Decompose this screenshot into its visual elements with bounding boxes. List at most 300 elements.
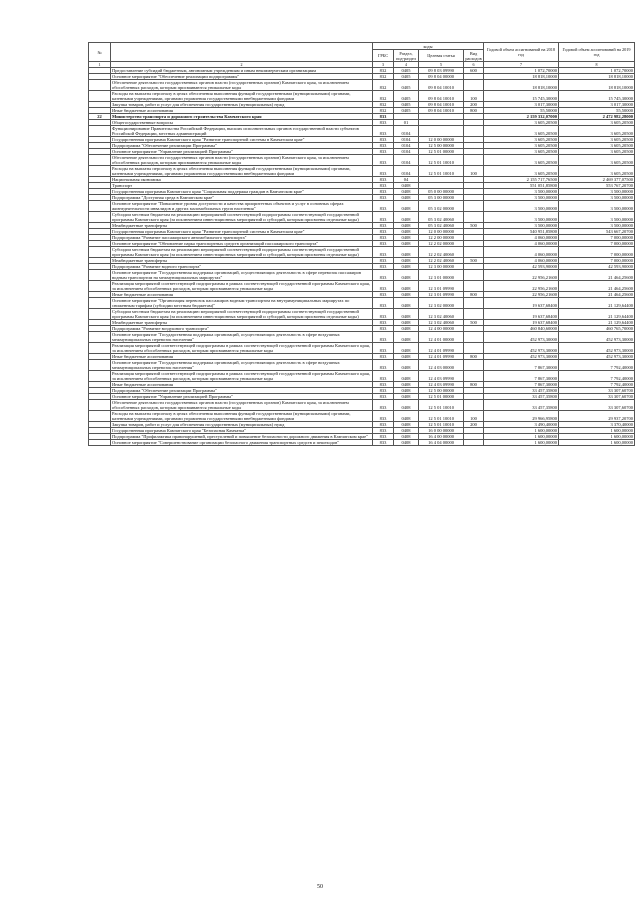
- row-target-article: 12 5 01 10010: [419, 411, 464, 422]
- row-amount-2019: 15 745,30000: [559, 91, 635, 102]
- row-number: [89, 166, 111, 177]
- row-razdel: 0408: [394, 371, 419, 382]
- row-amount-2019: 18 818,10000: [559, 74, 635, 80]
- row-expense-type: 200: [464, 102, 484, 108]
- row-name: Обеспечение деятельности государственных органов власти (государственных органов) Камчатского края, за исключением обособленных расходов, которым присваиваются уникальные коды: [111, 155, 373, 166]
- table-row: [89, 270, 635, 281]
- row-amount-2018: 551 051,85800: [484, 183, 559, 189]
- row-grbs: 832: [373, 91, 394, 102]
- row-grbs: 833: [373, 137, 394, 143]
- row-number: [89, 247, 111, 258]
- row-amount-2019: 553 767,20700: [559, 183, 635, 189]
- row-target-article: 12 3 00 00000: [419, 264, 464, 270]
- row-expense-type: [464, 400, 484, 411]
- row-grbs: 833: [373, 332, 394, 343]
- row-grbs: 833: [373, 126, 394, 137]
- row-grbs: 833: [373, 247, 394, 258]
- row-expense-type: 100: [464, 166, 484, 177]
- table-row: [89, 281, 635, 292]
- row-expense-type: [464, 201, 484, 212]
- row-amount-2018: 1 600,00000: [484, 440, 559, 446]
- table-row: [89, 343, 635, 354]
- row-grbs: 833: [373, 120, 394, 126]
- row-razdel: 0408: [394, 270, 419, 281]
- row-grbs: 833: [373, 298, 394, 309]
- row-expense-type: 500: [464, 223, 484, 229]
- row-target-article: 05 3 02 40060: [419, 212, 464, 223]
- row-amount-2019: 7 000,00000: [559, 258, 635, 264]
- row-target-article: 09 8 04 00000: [419, 74, 464, 80]
- row-amount-2018: 19 637,68400: [484, 298, 559, 309]
- row-razdel: 0104: [394, 137, 419, 143]
- row-target-article: 09 8 04 10010: [419, 80, 464, 91]
- row-target-article: 12 5 01 10010: [419, 400, 464, 411]
- row-amount-2018: 42 593,90000: [484, 264, 559, 270]
- row-target-article: 12 3 02 40060: [419, 309, 464, 320]
- row-amount-2018: 3 605,20500: [484, 143, 559, 149]
- index-cell: 8: [559, 62, 635, 68]
- row-grbs: 833: [373, 400, 394, 411]
- row-target-article: 16 4 04 00000: [419, 440, 464, 446]
- row-amount-2019: 21 129,64400: [559, 298, 635, 309]
- row-name: Подпрограмма "Обеспечение реализации Программы": [111, 143, 373, 149]
- row-target-article: 12 3 02 40060: [419, 320, 464, 326]
- row-amount-2018: 4 060,00000: [484, 247, 559, 258]
- row-number: [89, 281, 111, 292]
- row-grbs: 833: [373, 264, 394, 270]
- row-grbs: 832: [373, 102, 394, 108]
- row-amount-2018: 3 605,20500: [484, 149, 559, 155]
- row-razdel: 0408: [394, 394, 419, 400]
- row-amount-2018: 22 956,21600: [484, 281, 559, 292]
- row-grbs: 833: [373, 155, 394, 166]
- row-grbs: 833: [373, 309, 394, 320]
- row-name: Подпрограмма "Доступная среда в Камчатском крае": [111, 195, 373, 201]
- row-amount-2018: 3 605,20500: [484, 166, 559, 177]
- row-razdel: 0408: [394, 428, 419, 434]
- row-number: [89, 440, 111, 446]
- row-grbs: 833: [373, 320, 394, 326]
- row-amount-2019: 1 072,70000: [559, 68, 635, 74]
- row-amount-2019: 452 973,30000: [559, 354, 635, 360]
- table-row: [89, 91, 635, 102]
- row-name: Транспорт: [111, 183, 373, 189]
- row-name: Расходы на выплаты персоналу в целях обеспечения выполнения функций государственными (муниципальными) органами, казенными учреждениями, органами управления государственными внебюджетными фондами: [111, 411, 373, 422]
- row-amount-2018: 1 600,00000: [484, 428, 559, 434]
- row-razdel: 0408: [394, 258, 419, 264]
- row-amount-2019: 3 500,00000: [559, 195, 635, 201]
- row-grbs: 833: [373, 258, 394, 264]
- row-amount-2019: 21 464,25600: [559, 292, 635, 298]
- row-grbs: 833: [373, 343, 394, 354]
- row-name: Национальная экономика: [111, 177, 373, 183]
- row-expense-type: 800: [464, 292, 484, 298]
- table-row: [89, 371, 635, 382]
- row-name: Иные бюджетные ассигнования: [111, 108, 373, 114]
- index-cell: 3: [373, 62, 394, 68]
- row-target-article: 12 4 03 09990: [419, 382, 464, 388]
- row-grbs: 833: [373, 241, 394, 247]
- row-number: [89, 201, 111, 212]
- row-amount-2018: 452 973,30000: [484, 332, 559, 343]
- row-target-article: 12 3 02 00000: [419, 298, 464, 309]
- row-grbs: 833: [373, 270, 394, 281]
- row-expense-type: 800: [464, 382, 484, 388]
- row-grbs: 833: [373, 166, 394, 177]
- row-razdel: 0408: [394, 183, 419, 189]
- row-amount-2019: 3 017,30000: [559, 102, 635, 108]
- row-target-article: 12 2 02 40060: [419, 258, 464, 264]
- row-amount-2019: 29 937,20700: [559, 411, 635, 422]
- row-amount-2018: 3 500,00000: [484, 189, 559, 195]
- row-razdel: 0408: [394, 247, 419, 258]
- table-header: [89, 43, 635, 68]
- row-target-article: 09 8 03 09990: [419, 68, 464, 74]
- row-razdel: 0408: [394, 343, 419, 354]
- row-amount-2018: 452 973,30000: [484, 343, 559, 354]
- row-target-article: 12 5 01 00000: [419, 149, 464, 155]
- row-target-article: 12 2 00 00000: [419, 235, 464, 241]
- row-razdel: 0408: [394, 411, 419, 422]
- row-grbs: 833: [373, 223, 394, 229]
- row-number: [89, 80, 111, 91]
- row-target-article: 12 4 01 09990: [419, 343, 464, 354]
- row-grbs: 833: [373, 326, 394, 332]
- row-target-article: 12 4 01 09990: [419, 354, 464, 360]
- row-amount-2019: 21 129,64400: [559, 309, 635, 320]
- row-amount-2019: 7 792,40000: [559, 382, 635, 388]
- row-expense-type: [464, 281, 484, 292]
- table-row: [89, 80, 635, 91]
- row-expense-type: [464, 360, 484, 371]
- row-razdel: 0104: [394, 155, 419, 166]
- row-razdel: 0408: [394, 326, 419, 332]
- row-name: Расходы на выплаты персоналу в целях обеспечения выполнения функций государственными (муниципальными) органами, казенными учреждениями, органами управления государственными внебюджетными фондами: [111, 91, 373, 102]
- row-expense-type: 500: [464, 258, 484, 264]
- row-amount-2019: 2 472 982,28000: [559, 114, 635, 120]
- row-expense-type: [464, 212, 484, 223]
- row-amount-2018: 1 600,00000: [484, 434, 559, 440]
- row-expense-type: [464, 126, 484, 137]
- row-amount-2018: 55,50000: [484, 108, 559, 114]
- row-amount-2018: 15 745,30000: [484, 91, 559, 102]
- row-amount-2018: 1 072,70000: [484, 68, 559, 74]
- row-amount-2019: 1 600,00000: [559, 434, 635, 440]
- header-codes: коды: [373, 43, 484, 50]
- row-amount-2018: 22 956,21600: [484, 270, 559, 281]
- row-amount-2018: 3 500,00000: [484, 212, 559, 223]
- row-grbs: 833: [373, 235, 394, 241]
- table-row: [89, 247, 635, 258]
- row-grbs: 833: [373, 428, 394, 434]
- row-amount-2019: 21 464,25600: [559, 281, 635, 292]
- row-target-article: 12 5 01 10010: [419, 422, 464, 428]
- row-number: 22: [89, 114, 111, 120]
- row-expense-type: 100: [464, 411, 484, 422]
- row-expense-type: 100: [464, 91, 484, 102]
- row-razdel: 0408: [394, 360, 419, 371]
- table-row: [89, 411, 635, 422]
- row-grbs: 833: [373, 434, 394, 440]
- row-grbs: 833: [373, 143, 394, 149]
- row-number: [89, 371, 111, 382]
- table-row: [89, 360, 635, 371]
- header-vr: Вид расходов: [465, 50, 482, 61]
- row-target-article: 12 0 00 00000: [419, 229, 464, 235]
- index-cell: 4: [394, 62, 419, 68]
- row-name: Основное мероприятие "Совершенствование организации безопасного движения транспортных средств и пешеходов": [111, 440, 373, 446]
- row-amount-2019: 33 307,60700: [559, 394, 635, 400]
- row-amount-2018: 2 159 332,07000: [484, 114, 559, 120]
- row-target-article: 12 2 02 40060: [419, 247, 464, 258]
- row-amount-2018: 29 966,95800: [484, 411, 559, 422]
- row-razdel: 0408: [394, 201, 419, 212]
- row-grbs: 833: [373, 189, 394, 195]
- row-name: Основное мероприятие "Государственная поддержка организаций, осуществляющих деятельность в сфере воздушных межмуниципальных перевозок населения": [111, 360, 373, 371]
- row-amount-2018: 7 867,30000: [484, 360, 559, 371]
- row-name: Субсидии местным бюджетам на реализацию мероприятий соответствующей подпрограммы соответствующей государственной программы Камчатского края (за исключением инвестиционных мероприятий и субсидий, которым присвоены отдельные коды): [111, 212, 373, 223]
- row-number: [89, 298, 111, 309]
- row-amount-2019: 3 605,20500: [559, 126, 635, 137]
- row-amount-2019: 3 605,20500: [559, 120, 635, 126]
- row-amount-2018: 460 840,60000: [484, 326, 559, 332]
- table-row: [89, 298, 635, 309]
- header-num: №: [89, 43, 111, 62]
- row-amount-2019: 3 605,20500: [559, 149, 635, 155]
- row-razdel: 0408: [394, 241, 419, 247]
- row-razdel: 01: [394, 120, 419, 126]
- row-grbs: 832: [373, 74, 394, 80]
- row-expense-type: [464, 371, 484, 382]
- row-grbs: 833: [373, 183, 394, 189]
- row-amount-2018: 4 060,00000: [484, 258, 559, 264]
- row-amount-2019: 1 600,00000: [559, 440, 635, 446]
- row-name: Субсидии местным бюджетам на реализацию мероприятий соответствующей подпрограммы соответствующей государственной программы Камчатского края (за исключением инвестиционных мероприятий и субсидий, которым присвоены отдельные коды): [111, 247, 373, 258]
- row-amount-2019: 21 464,25600: [559, 270, 635, 281]
- row-grbs: 833: [373, 371, 394, 382]
- row-razdel: 0408: [394, 292, 419, 298]
- budget-table: [88, 42, 635, 446]
- row-amount-2019: 55,50000: [559, 108, 635, 114]
- header-2018: Годовой объем ассигнований на 2018 год: [484, 43, 559, 62]
- row-amount-2018: 22 956,21600: [484, 292, 559, 298]
- table-row: [89, 201, 635, 212]
- row-expense-type: [464, 270, 484, 281]
- row-number: [89, 155, 111, 166]
- row-razdel: 0408: [394, 320, 419, 326]
- row-razdel: 0405: [394, 68, 419, 74]
- row-amount-2019: 7 000,00000: [559, 247, 635, 258]
- row-amount-2019: 18 818,10000: [559, 80, 635, 91]
- row-expense-type: [464, 298, 484, 309]
- row-target-article: 05 3 02 00000: [419, 201, 464, 212]
- header-2019: Годовой объем ассигнований на 2019 год: [559, 43, 635, 62]
- row-razdel: 0104: [394, 149, 419, 155]
- row-grbs: 833: [373, 394, 394, 400]
- row-amount-2018: 3 500,00000: [484, 223, 559, 229]
- row-razdel: 0408: [394, 422, 419, 428]
- row-grbs: 833: [373, 388, 394, 394]
- row-target-article: 09 8 04 10010: [419, 108, 464, 114]
- row-razdel: 0408: [394, 298, 419, 309]
- row-grbs: 832: [373, 108, 394, 114]
- row-amount-2018: 3 605,20500: [484, 126, 559, 137]
- row-target-article: 12 5 01 00000: [419, 394, 464, 400]
- row-name: Государственная программа Камчатского края "Безопасная Камчатка": [111, 428, 373, 434]
- row-target-article: 16 4 00 00000: [419, 434, 464, 440]
- row-razdel: 0408: [394, 332, 419, 343]
- row-amount-2019: 33 307,60700: [559, 400, 635, 411]
- row-grbs: 833: [373, 411, 394, 422]
- row-razdel: 04: [394, 177, 419, 183]
- row-razdel: 0408: [394, 382, 419, 388]
- row-target-article: 12 5 01 10010: [419, 155, 464, 166]
- row-name: Расходы на выплаты персоналу в целях обеспечения выполнения функций государственными (муниципальными) органами, казенными учреждениями, органами управления государственными внебюджетными фондами: [111, 166, 373, 177]
- row-grbs: 833: [373, 177, 394, 183]
- row-amount-2019: 7 792,40000: [559, 360, 635, 371]
- row-amount-2019: 3 605,20500: [559, 166, 635, 177]
- row-name: Основное мероприятие "Обеспечение реализации подпрограммы": [111, 74, 373, 80]
- row-name: Основное мероприятие "Государственная поддержка организаций, осуществляющих деятельность в сфере воздушных межмуниципальных перевозок населения": [111, 332, 373, 343]
- row-target-article: 12 2 02 00000: [419, 241, 464, 247]
- row-name: Подпрограмма "Профилактика правонарушений, преступлений и повышение безопасности дорожного движения в Камчатском крае": [111, 434, 373, 440]
- row-amount-2018: 7 867,30000: [484, 382, 559, 388]
- row-razdel: 0408: [394, 281, 419, 292]
- row-expense-type: [464, 332, 484, 343]
- row-razdel: 0408: [394, 354, 419, 360]
- row-target-article: [419, 126, 464, 137]
- table-row: [89, 166, 635, 177]
- row-amount-2018: 3 500,00000: [484, 195, 559, 201]
- row-amount-2018: 33 457,35800: [484, 388, 559, 394]
- table-row: [89, 212, 635, 223]
- row-razdel: 0408: [394, 223, 419, 229]
- row-razdel: 0408: [394, 434, 419, 440]
- row-grbs: 833: [373, 201, 394, 212]
- row-amount-2019: 3 605,20500: [559, 155, 635, 166]
- row-amount-2019: 2 469 377,07500: [559, 177, 635, 183]
- budget-table-sheet: [88, 42, 634, 446]
- row-name: Подпрограмма "Развитие пассажирского автомобильного транспорта": [111, 235, 373, 241]
- row-number: [89, 332, 111, 343]
- row-number: [89, 309, 111, 320]
- row-razdel: 0408: [394, 388, 419, 394]
- row-name: Общегосударственные вопросы: [111, 120, 373, 126]
- row-target-article: 12 0 00 00000: [419, 137, 464, 143]
- row-grbs: 833: [373, 292, 394, 298]
- index-cell: 6: [464, 62, 484, 68]
- row-amount-2019: 3 500,00000: [559, 223, 635, 229]
- row-target-article: 12 3 01 09990: [419, 292, 464, 298]
- row-name: Иные бюджетные ассигнования: [111, 292, 373, 298]
- row-number: [89, 212, 111, 223]
- table-body: [89, 68, 635, 446]
- row-name: Функционирование Правительства Российской Федерации, высших исполнительных органов государственной власти субъектов Российской Федерации, местных администраций: [111, 126, 373, 137]
- row-name: Предоставление субсидий бюджетным, автономным учреждениям и иным некоммерческим организациям: [111, 68, 373, 74]
- table-row: [89, 434, 635, 440]
- row-target-article: 12 3 01 00000: [419, 270, 464, 281]
- row-name: Государственная программа Камчатского края "Развитие транспортной системы в Камчатском крае": [111, 137, 373, 143]
- table-row: [89, 440, 635, 446]
- row-target-article: 05 3 00 00000: [419, 195, 464, 201]
- row-number: [89, 91, 111, 102]
- row-target-article: 12 4 03 00000: [419, 360, 464, 371]
- row-grbs: 833: [373, 360, 394, 371]
- row-number: [89, 270, 111, 281]
- row-amount-2019: 3 500,00000: [559, 201, 635, 212]
- row-name: Министерство транспорта и дорожного строительства Камчатского края: [111, 114, 373, 120]
- table-row: [89, 400, 635, 411]
- row-name: Государственная программа Камчатского края "Развитие транспортной системы в Камчатском крае": [111, 229, 373, 235]
- row-expense-type: [464, 343, 484, 354]
- row-name: Реализация мероприятий соответствующей подпрограммы в рамках соответствующей государственной программы Камчатского края, за исключением обособленных расходов, которым присваиваются уникальные коды: [111, 343, 373, 354]
- row-grbs: 833: [373, 212, 394, 223]
- row-razdel: 0408: [394, 264, 419, 270]
- row-target-article: 05 3 02 40060: [419, 223, 464, 229]
- row-amount-2019: 543 667,20700: [559, 229, 635, 235]
- row-target-article: 05 0 00 00000: [419, 189, 464, 195]
- row-amount-2018: 540 951,85800: [484, 229, 559, 235]
- row-name: Государственная программа Камчатского края "Социальная поддержка граждан в Камчатском крае": [111, 189, 373, 195]
- row-grbs: 833: [373, 382, 394, 388]
- row-name: Подпрограмма "Развитие воздушного транспорта": [111, 326, 373, 332]
- row-target-article: 12 5 00 00000: [419, 388, 464, 394]
- row-target-article: 12 5 00 00000: [419, 143, 464, 149]
- row-target-article: 12 5 01 10010: [419, 166, 464, 177]
- row-grbs: 832: [373, 68, 394, 74]
- row-name: Основное мероприятие "Управление реализацией Программы": [111, 394, 373, 400]
- row-target-article: 12 4 01 00000: [419, 332, 464, 343]
- index-cell: 7: [484, 62, 559, 68]
- row-amount-2018: 3 605,20500: [484, 155, 559, 166]
- row-name: Субсидии местным бюджетам на реализацию мероприятий соответствующей подпрограммы соответствующей государственной программы Камчатского края (за исключением инвестиционных мероприятий и субсидий, которым присвоены отдельные коды): [111, 309, 373, 320]
- row-grbs: 832: [373, 80, 394, 91]
- row-target-article: 12 4 03 09990: [419, 371, 464, 382]
- row-target-article: 09 8 04 10010: [419, 91, 464, 102]
- row-name: Основное мероприятие "Организация перевозок пассажиров водным транспортом на внутримуниципальных маршрутах по сниженным тарифам (субсидии местным бюджетам)": [111, 298, 373, 309]
- row-name: Обеспечение деятельности государственных органов власти (государственных органов) Камчатского края, за исключением обособленных расходов, которым присваиваются уникальные коды: [111, 400, 373, 411]
- row-amount-2018: 3 605,20500: [484, 137, 559, 143]
- row-amount-2018: 4 060,00000: [484, 241, 559, 247]
- row-name: Иные бюджетные ассигнования: [111, 354, 373, 360]
- row-razdel: 0405: [394, 91, 419, 102]
- row-expense-type: [464, 440, 484, 446]
- row-grbs: 833: [373, 149, 394, 155]
- header-razdel: Раздел, под-раздел: [394, 50, 419, 62]
- row-amount-2019: 3 500,00000: [559, 189, 635, 195]
- row-amount-2019: 7 000,00000: [559, 241, 635, 247]
- header-grbs: ГРБС: [373, 50, 394, 62]
- index-cell: 2: [111, 62, 373, 68]
- row-amount-2019: 3 605,20500: [559, 143, 635, 149]
- row-razdel: 0408: [394, 229, 419, 235]
- row-name: Межбюджетные трансферты: [111, 258, 373, 264]
- row-expense-type: [464, 247, 484, 258]
- page-number: 50: [317, 884, 323, 890]
- row-razdel: 0408: [394, 440, 419, 446]
- row-name: Подпрограмма "Развитие водного транспорта": [111, 264, 373, 270]
- row-expense-type: 500: [464, 320, 484, 326]
- row-target-article: 12 4 00 00000: [419, 326, 464, 332]
- row-number: [89, 400, 111, 411]
- index-cell: 5: [419, 62, 464, 68]
- row-amount-2019: 33 307,60700: [559, 388, 635, 394]
- row-name: Основное мероприятие "Управление реализацией Программы": [111, 149, 373, 155]
- row-razdel: 0405: [394, 102, 419, 108]
- row-name: Закупка товаров, работ и услуг для обеспечения государственных (муниципальных) нужд: [111, 422, 373, 428]
- row-target-article: 12 3 01 09990: [419, 281, 464, 292]
- row-amount-2019: 3 370,40000: [559, 422, 635, 428]
